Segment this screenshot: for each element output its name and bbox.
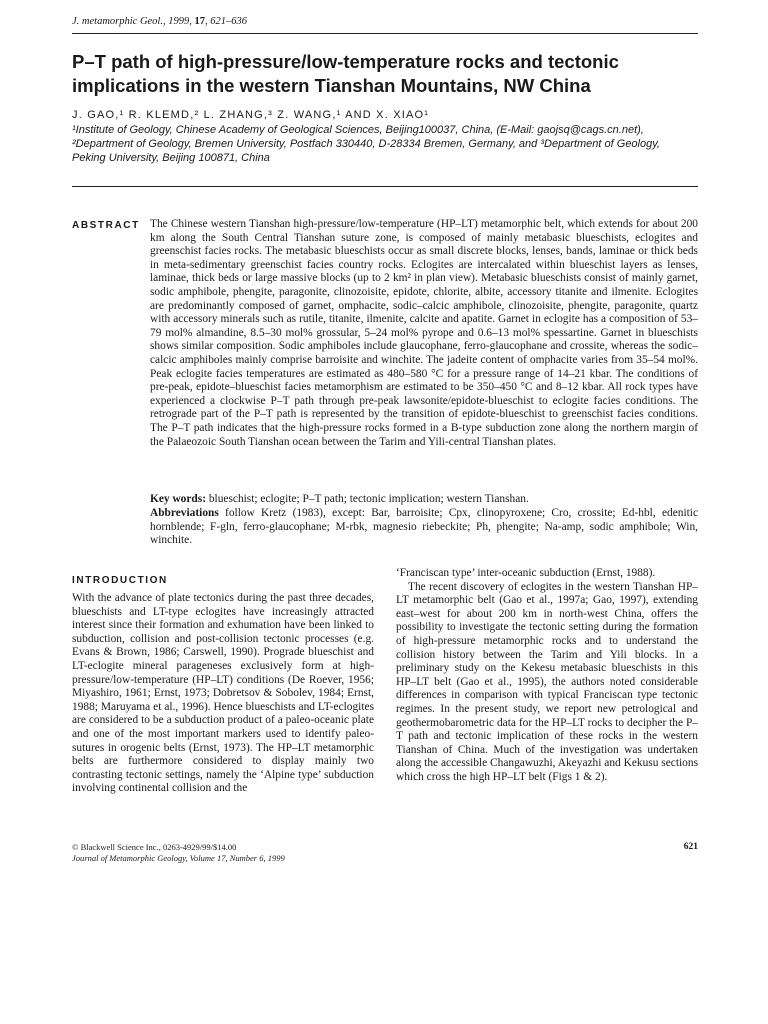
journal-year: , 1999, [162,16,195,27]
affiliations [72,123,698,165]
journal-header [72,16,247,27]
journal-pages: , 621–636 [204,16,247,27]
paper-title: P–T path of high-pressure/low-temperature rocks and tectonic implications in the western Tianshan Mountains, NW China [72,51,619,96]
journal-volume: 17 [194,16,205,27]
abstract-text: The Chinese western Tianshan high-pressure/low-temperature (HP–LT) metamorphic belt, which extends for about 200 km along the South Central Tianshan suture zone, is composed of mainly metabasic blueschists, eclogites and greenschist facies rocks. The metabasic blueschists occur as small discrete blocks, lenses, bands, laminae or thick beds in meta-sedimentary greenschist facies country rocks. Eclogites are intercalated within blueschist layers as lenses, laminae, thick beds or large massive blocks (up to 2 km² in plan view). Metabasic blueschists consist of mainly garnet, sodic amphibole, phengite, paragonite, clinozoisite, epidote, chlorite, albite, accessory titanite and ilmenite. Eclogites are predominantly composed of garnet, omphacite, sodic–calcic amphibole, clinozoisite, phengite, paragonite, quartz with accessory minerals such as rutile, titanite, ilmenite, calcite and apatite. Garnet in eclogite has a composition of 53–79 mol% almandine, 8.5–30 mol% grossular, 5–24 mol% pyrope and 0.6–13 mol% spessartine. Garnet in blueschists shows similar composition. Sodic amphiboles include glaucophane, ferro-glaucophane and crossite, whereas the sodic–calcic amphiboles mainly comprise barroisite and winchite. The jadeite content of omphacite varies from 35–54 mol%. Peak eclogite facies temperatures are estimated as 480–580 °C for a pressure range of 14–21 kbar. The conditions of pre-peak, epidote–blueschist facies metamorphism are estimated to be 350–450 °C and 8–12 kbar. All rock types have experienced a clockwise P–T path through pre-peak lawsonite/epidote-blueschist to eclogite facies conditions. The retrograde part of the P–T path is represented by the transition of epidote-blueschist to greenschist facies conditions. The P–T path indicates that the high-pressure rocks formed in a B-type subduction zone along the northern margin of the Palaeozoic South Tianshan ocean between the Tarim and Yili-central Tianshan plates. [150,218,698,448]
authors: J. GAO,¹ R. KLEMD,² L. ZHANG,³ Z. WANG,¹ AND X. XIAO¹ [72,109,430,121]
keywords [150,493,698,507]
intro-paragraph-1-continued: ‘Franciscan type’ inter-oceanic subduction (Ernst, 1988). [396,567,656,579]
abbreviations [150,507,698,548]
abstract-label: ABSTRACT [72,220,140,231]
journal-name: J. metamorphic Geol. [72,16,163,27]
top-rule [72,33,698,34]
abbreviations-text: follow Kretz (1983), except: Bar, barroisite; Cpx, clinopyroxene; Cro, crossite; Ed-hbl, edenitic hornblende; F-gln, ferro-glaucophane; M-rbk, magnesio riebeckite; Ph, phengite; Na-amp, sodic amphibole; Win, winchite. [150,507,698,547]
intro-paragraph-2: The recent discovery of eclogites in the western Tianshan HP–LT metamorphic belt (Gao et al., 1997a; Gao, 1997), extending east–west for about 200 km in north-west China, offers the possibility to investigate the tectonic setting during the formation of high-pressure metamorphic rocks and to understand the collision history between the Tarim and Yili blocks. In a preliminary study on the Kekesu metabasic blueschists in this HP–LT belt (Gao et al., 1995), the authors noted considerable differences in comparison with typical Franciscan type tectonic regimes. In the present study, we report new petrological and geothermobarometric data for the HP–LT rocks to decipher the P–T path and tectonic implication of these rocks in the western Tianshan of China. Much of the investigation was undertaken along the accessible Changawuzhi, Akeyazhi and Kekusu sections which cross the high HP–LT belt (Figs 1 & 2). [396,580,698,783]
affiliation-1: ¹Institute of Geology, Chinese Academy of Geological Sciences, Beijing100037, China, (E-Mail: gaojsq@cags.cn.net), [72,124,644,136]
page-number: 621 [683,842,698,852]
intro-paragraph-1: With the advance of plate tectonics during the past three decades, blueschists and LT-type eclogites have increasingly attracted interest since their formation and exhumation have been linked to subduction, collision and post-collision tectonic processes (e.g. Evans & Brown, 1986; Carswell, 1990). Prograde blueschist and LT-eclogite mineral parageneses exclusively form at high-pressure/low-temperature (HP–LT) conditions (De Roever, 1956; Miyashiro, 1961; Ernst, 1973; Dobretsov & Sobolev, 1984; Ernst, 1988; Maruyama et al., 1996). Hence blueschists and LT-eclogites are considered to be a subduction product of a paleo-oceanic plate and one of the most important markers used to identify paleo-sutures in orogenic belts (Ernst, 1973). The HP–LT metamorphic belts are furthermore considered to display mainly two contrasting tectonic settings, namely the ‘Alpine type’ subduction involving continental collision and the [72,592,374,795]
left-column [72,592,374,796]
abstract-body [150,218,698,449]
footer-copyright: © Blackwell Science Inc., 0263-4929/99/$14.00 [72,842,237,852]
keywords-label: Key words: [150,493,206,505]
section-rule [72,186,698,187]
affiliation-3: Peking University, Beijing 100871, China [72,152,270,164]
introduction-heading: INTRODUCTION [72,575,168,586]
keywords-text: blueschist; eclogite; P–T path; tectonic implication; western Tianshan. [206,493,529,505]
affiliation-2: ²Department of Geology, Bremen University, Postfach 330440, D-28334 Bremen, Germany, and ³Department of Geology, [72,138,660,150]
footer-journal: Journal of Metamorphic Geology, Volume 17, Number 6, 1999 [72,853,285,863]
right-column [396,567,698,785]
abbreviations-label: Abbreviations [150,507,219,519]
footer [72,842,698,864]
